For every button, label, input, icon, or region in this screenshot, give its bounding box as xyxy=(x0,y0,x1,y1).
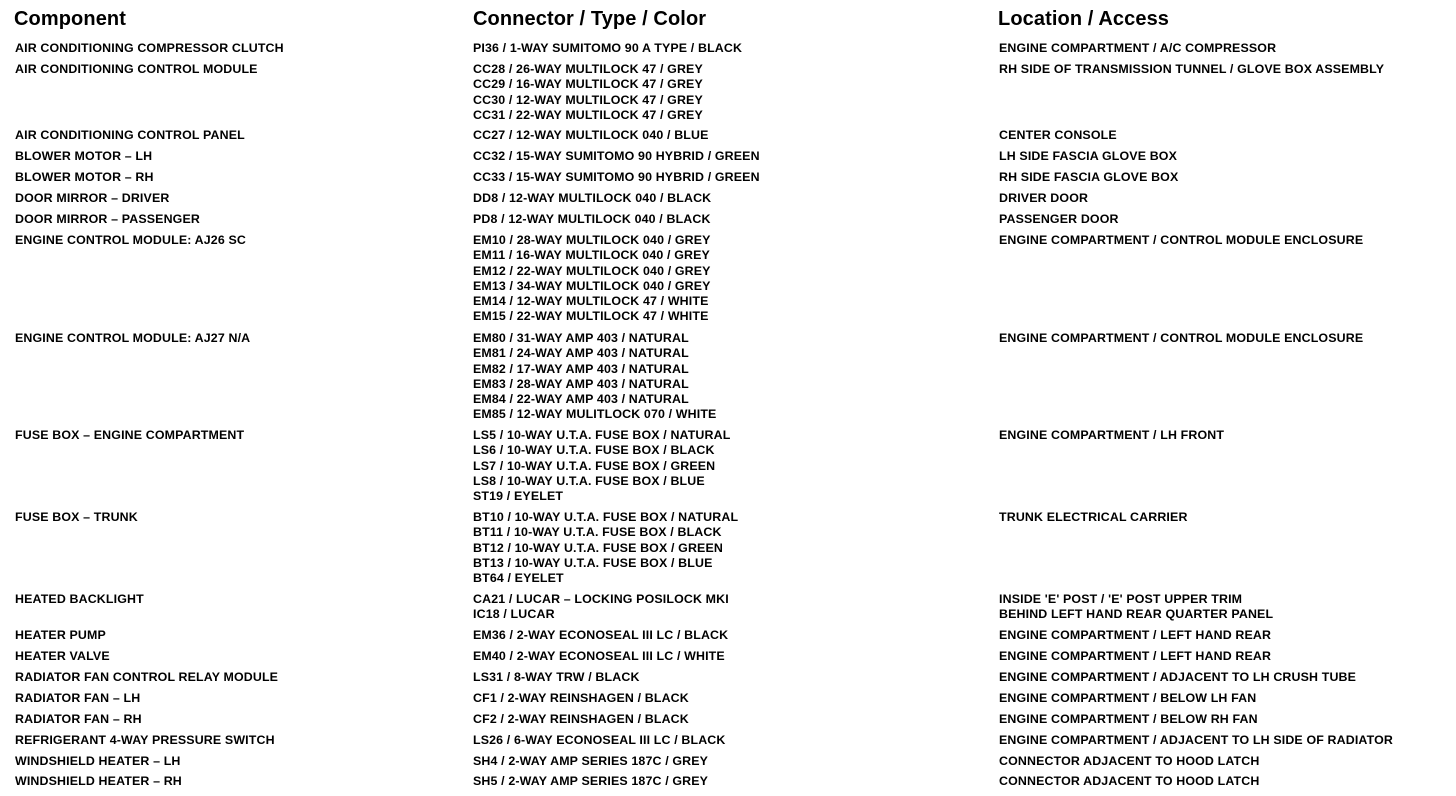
location-line: ENGINE COMPARTMENT / LEFT HAND REAR xyxy=(999,628,1272,642)
component-cell: REFRIGERANT 4-WAY PRESSURE SWITCH xyxy=(15,733,275,747)
connector-cell xyxy=(473,149,760,164)
component-cell: DOOR MIRROR – PASSENGER xyxy=(15,212,200,226)
connector-line: PD8 / 12-WAY MULTILOCK 040 / BLACK xyxy=(473,212,711,226)
location-line: RH SIDE FASCIA GLOVE BOX xyxy=(999,170,1179,184)
component-cell: HEATED BACKLIGHT xyxy=(15,592,144,606)
component-cell: BLOWER MOTOR – LH xyxy=(15,149,153,163)
connector-line: EM82 / 17-WAY AMP 403 / NATURAL xyxy=(473,361,689,376)
location-line: ENGINE COMPARTMENT / LEFT HAND REAR xyxy=(999,649,1272,663)
location-line: LH SIDE FASCIA GLOVE BOX xyxy=(999,149,1178,163)
location-cell xyxy=(999,774,1259,789)
connector-line: LS5 / 10-WAY U.T.A. FUSE BOX / NATURAL xyxy=(473,428,731,442)
location-line: ENGINE COMPARTMENT / BELOW RH FAN xyxy=(999,712,1258,726)
component-cell: FUSE BOX – ENGINE COMPARTMENT xyxy=(15,428,245,442)
connector-cell xyxy=(473,670,640,685)
component-cell: AIR CONDITIONING CONTROL MODULE xyxy=(15,62,258,76)
location-line: BEHIND LEFT HAND REAR QUARTER PANEL xyxy=(999,607,1274,622)
location-cell xyxy=(999,712,1258,727)
connector-cell xyxy=(473,191,711,206)
connector-line: CC28 / 26-WAY MULTILOCK 47 / GREY xyxy=(473,62,703,76)
location-line: ENGINE COMPARTMENT / CONTROL MODULE ENCLOSURE xyxy=(999,331,1364,345)
connector-line: SH5 / 2-WAY AMP SERIES 187C / GREY xyxy=(473,774,709,788)
connector-line: LS7 / 10-WAY U.T.A. FUSE BOX / GREEN xyxy=(473,458,716,473)
connector-line: CC33 / 15-WAY SUMITOMO 90 HYBRID / GREEN xyxy=(473,170,760,184)
location-cell xyxy=(999,191,1088,206)
connector-cell xyxy=(473,628,728,643)
component-cell: RADIATOR FAN – RH xyxy=(15,712,142,726)
component-cell: RADIATOR FAN – LH xyxy=(15,691,141,705)
connector-cell xyxy=(473,41,742,56)
connector-line: ST19 / EYELET xyxy=(473,489,564,504)
connector-line: EM15 / 22-WAY MULTILOCK 47 / WHITE xyxy=(473,309,709,324)
connector-cell xyxy=(473,212,711,227)
connector-line: CF1 / 2-WAY REINSHAGEN / BLACK xyxy=(473,691,689,705)
connector-line: CC32 / 15-WAY SUMITOMO 90 HYBRID / GREEN xyxy=(473,149,760,163)
connector-line: EM80 / 31-WAY AMP 403 / NATURAL xyxy=(473,331,689,345)
component-cell: HEATER VALVE xyxy=(15,649,110,663)
location-line: TRUNK ELECTRICAL CARRIER xyxy=(999,510,1188,524)
location-cell xyxy=(999,62,1384,77)
location-line: ENGINE COMPARTMENT / BELOW LH FAN xyxy=(999,691,1257,705)
location-cell xyxy=(999,149,1177,164)
location-line: CONNECTOR ADJACENT TO HOOD LATCH xyxy=(999,754,1260,768)
connector-line: LS31 / 8-WAY TRW / BLACK xyxy=(473,670,640,684)
connector-line: DD8 / 12-WAY MULTILOCK 040 / BLACK xyxy=(473,191,712,205)
connector-line: LS8 / 10-WAY U.T.A. FUSE BOX / BLUE xyxy=(473,473,705,488)
connector-cell xyxy=(473,754,708,769)
connector-line: CC27 / 12-WAY MULTILOCK 040 / BLUE xyxy=(473,128,709,142)
location-cell xyxy=(999,670,1356,685)
location-line: ENGINE COMPARTMENT / ADJACENT TO LH CRUSH TUBE xyxy=(999,670,1357,684)
location-cell xyxy=(999,212,1119,227)
component-cell: ENGINE CONTROL MODULE: AJ27 N/A xyxy=(15,331,251,345)
connector-line: EM85 / 12-WAY MULITLOCK 070 / WHITE xyxy=(473,407,717,422)
connector-cell xyxy=(473,428,730,504)
location-cell xyxy=(999,128,1117,143)
location-cell xyxy=(999,628,1271,643)
location-line: INSIDE 'E' POST / 'E' POST UPPER TRIM xyxy=(999,592,1243,606)
connector-cell xyxy=(473,62,703,123)
connector-line: SH4 / 2-WAY AMP SERIES 187C / GREY xyxy=(473,754,709,768)
location-line: DRIVER DOOR xyxy=(999,191,1089,205)
connector-line: CC30 / 12-WAY MULTILOCK 47 / GREY xyxy=(473,92,703,107)
component-cell: HEATER PUMP xyxy=(15,628,106,642)
location-cell xyxy=(999,691,1256,706)
location-cell xyxy=(999,41,1276,56)
location-cell xyxy=(999,754,1259,769)
component-cell: ENGINE CONTROL MODULE: AJ26 SC xyxy=(15,233,246,247)
location-line: CONNECTOR ADJACENT TO HOOD LATCH xyxy=(999,774,1260,788)
connector-line: CC29 / 16-WAY MULTILOCK 47 / GREY xyxy=(473,77,703,92)
location-cell xyxy=(999,331,1363,346)
connector-line: BT12 / 10-WAY U.T.A. FUSE BOX / GREEN xyxy=(473,540,723,555)
component-cell: AIR CONDITIONING CONTROL PANEL xyxy=(15,128,245,142)
location-line: ENGINE COMPARTMENT / CONTROL MODULE ENCLOSURE xyxy=(999,233,1364,247)
connector-cell xyxy=(473,170,760,185)
component-cell: WINDSHIELD HEATER – RH xyxy=(15,774,182,788)
location-cell xyxy=(999,170,1178,185)
location-line: ENGINE COMPARTMENT / ADJACENT TO LH SIDE OF RADIATOR xyxy=(999,733,1393,747)
connector-cell xyxy=(473,774,708,789)
location-line: RH SIDE OF TRANSMISSION TUNNEL / GLOVE BOX ASSEMBLY xyxy=(999,62,1385,76)
location-line: PASSENGER DOOR xyxy=(999,212,1119,226)
location-cell xyxy=(999,428,1224,443)
connector-cell xyxy=(473,649,725,664)
connector-line: LS6 / 10-WAY U.T.A. FUSE BOX / BLACK xyxy=(473,443,715,458)
component-cell: AIR CONDITIONING COMPRESSOR CLUTCH xyxy=(15,41,284,55)
connector-cell xyxy=(473,128,709,143)
header-component: Component xyxy=(14,8,126,30)
header-location-access: Location / Access xyxy=(998,8,1170,30)
connector-cell xyxy=(473,592,729,623)
location-line: ENGINE COMPARTMENT / A/C COMPRESSOR xyxy=(999,41,1277,55)
connector-line: EM40 / 2-WAY ECONOSEAL III LC / WHITE xyxy=(473,649,725,663)
location-cell xyxy=(999,649,1271,664)
connector-cell xyxy=(473,712,689,727)
connector-line: BT11 / 10-WAY U.T.A. FUSE BOX / BLACK xyxy=(473,525,722,540)
location-cell xyxy=(999,733,1393,748)
connector-cell xyxy=(473,233,711,325)
component-cell: RADIATOR FAN CONTROL RELAY MODULE xyxy=(15,670,279,684)
connector-cell xyxy=(473,331,716,423)
connector-line: CA21 / LUCAR – LOCKING POSILOCK MKI xyxy=(473,592,729,606)
location-line: ENGINE COMPARTMENT / LH FRONT xyxy=(999,428,1225,442)
connector-line: EM12 / 22-WAY MULTILOCK 040 / GREY xyxy=(473,263,711,278)
connector-line: EM81 / 24-WAY AMP 403 / NATURAL xyxy=(473,346,689,361)
connector-line: CF2 / 2-WAY REINSHAGEN / BLACK xyxy=(473,712,689,726)
component-cell: FUSE BOX – TRUNK xyxy=(15,510,138,524)
connector-line: EM36 / 2-WAY ECONOSEAL III LC / BLACK xyxy=(473,628,729,642)
connector-line: EM83 / 28-WAY AMP 403 / NATURAL xyxy=(473,376,689,391)
connector-line: EM11 / 16-WAY MULTILOCK 040 / GREY xyxy=(473,248,710,263)
component-cell: DOOR MIRROR – DRIVER xyxy=(15,191,170,205)
connector-line: EM13 / 34-WAY MULTILOCK 040 / GREY xyxy=(473,278,711,293)
location-cell xyxy=(999,510,1188,525)
connector-line: EM14 / 12-WAY MULTILOCK 47 / WHITE xyxy=(473,294,709,309)
location-cell xyxy=(999,592,1273,623)
connector-line: EM10 / 28-WAY MULTILOCK 040 / GREY xyxy=(473,233,711,247)
component-cell: BLOWER MOTOR – RH xyxy=(15,170,154,184)
connector-line: BT64 / EYELET xyxy=(473,571,564,586)
connector-line: IC18 / LUCAR xyxy=(473,607,555,622)
connector-line: BT10 / 10-WAY U.T.A. FUSE BOX / NATURAL xyxy=(473,510,739,524)
component-cell: WINDSHIELD HEATER – LH xyxy=(15,754,181,768)
location-cell xyxy=(999,233,1363,248)
header-connector-type-color: Connector / Type / Color xyxy=(473,8,707,30)
connector-cell xyxy=(473,691,689,706)
connector-line: LS26 / 6-WAY ECONOSEAL III LC / BLACK xyxy=(473,733,726,747)
connector-line: EM84 / 22-WAY AMP 403 / NATURAL xyxy=(473,392,689,407)
location-line: CENTER CONSOLE xyxy=(999,128,1117,142)
connector-line: PI36 / 1-WAY SUMITOMO 90 A TYPE / BLACK xyxy=(473,41,743,55)
connector-line: BT13 / 10-WAY U.T.A. FUSE BOX / BLUE xyxy=(473,555,713,570)
connector-cell xyxy=(473,510,738,586)
connector-cell xyxy=(473,733,726,748)
connector-line: CC31 / 22-WAY MULTILOCK 47 / GREY xyxy=(473,107,703,122)
